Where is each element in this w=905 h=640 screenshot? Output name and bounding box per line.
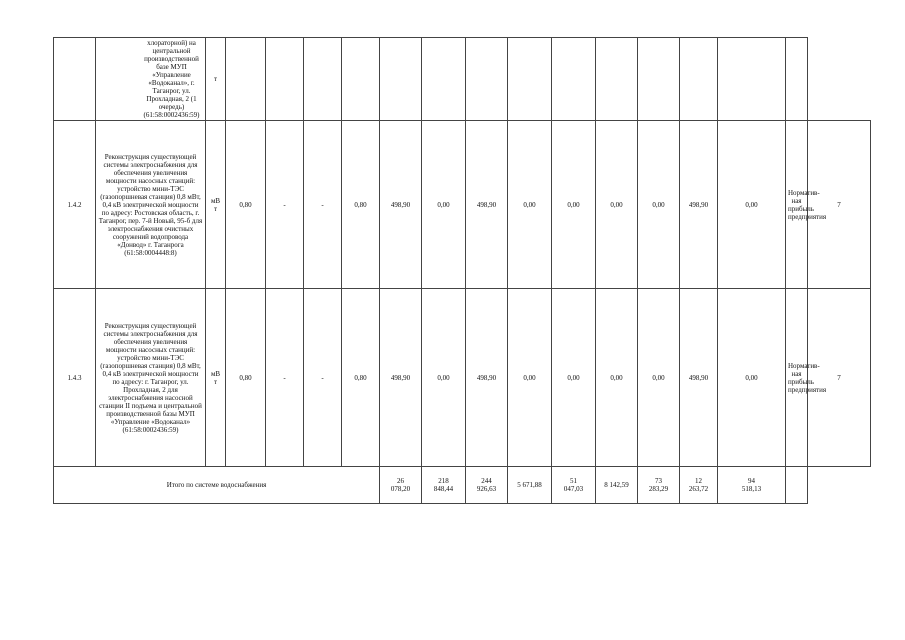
row-description: Реконструкция существующей системы электроснабжения для обеспечения увеличения мощности насосных станций: устройство мини-ТЭС (газопоршневая станция) 0,8 мВт, 0,4 кВ электрической мощности по адресу: Ростовская область, г. Таганрог, пер. 7-й Новый, 95-б для электроснабжения очистных сооружений водопровода «Донвод» г. Таганрога (61:58:0004448:8) [96,121,206,289]
table-cell [718,38,786,121]
total-cell: 94 518,13 [718,467,786,504]
table-cell: - [304,121,342,289]
table-cell: 0,00 [552,289,596,467]
total-cell-empty [786,467,808,504]
row-description: Реконструкция существующей системы электроснабжения для обеспечения увеличения мощности насосных станций: устройство мини-ТЭС (газопоршневая станция) 0,8 мВт, 0,4 кВ электрической мощности по адресу: г. Таганрог, ул. Прохладная, 2 для электроснабжения насосной станции II подъема и центральной производственной базы МУП «Управление «Водоканал» (61:58:0002436:59) [96,289,206,467]
table-cell [508,38,552,121]
total-cell: 12 263,72 [680,467,718,504]
table-cell: - [304,289,342,467]
table-cell: 0,80 [342,121,380,289]
table-cell: 0,80 [226,121,266,289]
table-cell: - [266,121,304,289]
total-label: Итого по системе водоснабжения [54,467,380,504]
table-cell: 498,90 [680,289,718,467]
funding-source: Норматив-ная прибыль предприятия [786,289,808,467]
total-cell: 26 078,20 [380,467,422,504]
table-cell: 0,00 [638,121,680,289]
row-description: хлораторной) на центральной производственной базе МУП «Управление «Водоканал», г. Таганрог, ул. Прохладная, 2 (1 очередь) (61:58:0002436:59) [96,38,206,121]
funding-source: Норматив-ная прибыль предприятия [786,121,808,289]
table-cell: 0,00 [718,289,786,467]
investment-table [53,37,871,504]
table-cell [226,38,266,121]
table-cell: 0,00 [718,121,786,289]
total-row [54,467,871,504]
total-cell: 244 926,63 [466,467,508,504]
table-cell: 0,00 [552,121,596,289]
table-cell [596,38,638,121]
table-cell [342,38,380,121]
table-cell: 498,90 [466,289,508,467]
row-unit: т [206,38,226,121]
table-cell: 0,00 [508,289,552,467]
table-cell: 0,00 [422,121,466,289]
table-cell: 0,80 [226,289,266,467]
table-cell: 0,00 [422,289,466,467]
table-cell [466,38,508,121]
row-unit: мВ т [206,289,226,467]
row-unit: мВ т [206,121,226,289]
table-cell: 0,00 [596,121,638,289]
table-cell: 498,90 [466,121,508,289]
table-cell: 7 [808,289,871,467]
table-cell [266,38,304,121]
table-cell [638,38,680,121]
row-number: 1.4.2 [54,121,96,289]
table-cell: 0,00 [596,289,638,467]
table-cell: - [266,289,304,467]
table-row [54,38,871,121]
table-cell [304,38,342,121]
table-cell [380,38,422,121]
table-row [54,289,871,467]
table-cell: 498,90 [380,121,422,289]
table-cell: 0,80 [342,289,380,467]
table-cell: 0,00 [508,121,552,289]
total-cell: 218 848,44 [422,467,466,504]
table-cell [422,38,466,121]
total-cell: 73 283,29 [638,467,680,504]
total-cell: 51 047,03 [552,467,596,504]
table-cell: 7 [808,121,871,289]
table-cell [680,38,718,121]
row-number: 1.4.3 [54,289,96,467]
table-cell [552,38,596,121]
table-cell: 0,00 [638,289,680,467]
table-cell: 498,90 [680,121,718,289]
table-cell [786,38,808,121]
table-row [54,121,871,289]
total-cell: 5 671,88 [508,467,552,504]
row-number [54,38,96,121]
table-cell: 498,90 [380,289,422,467]
total-cell: 8 142,59 [596,467,638,504]
